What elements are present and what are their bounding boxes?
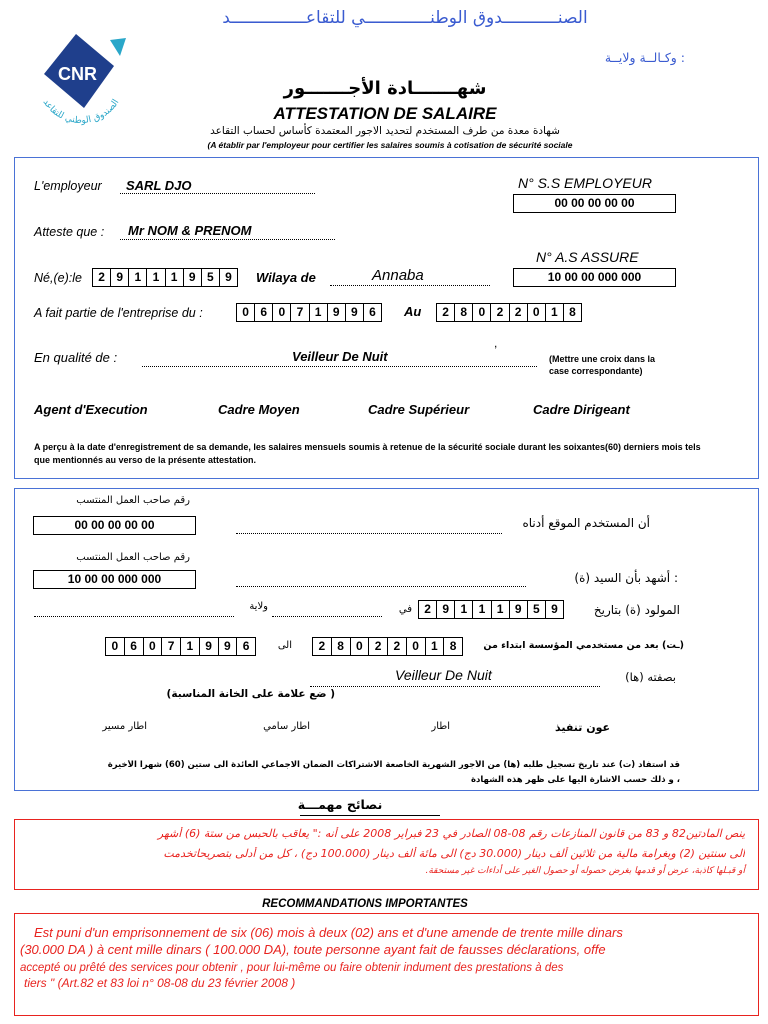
ar-certify-label: : أشهد بأن السيد (ة) [574,571,678,585]
ar-mark-note: ( ضع علامة على الخانة المناسبة) [166,688,335,700]
subtitle-arabic: شهادة معدة من طرف المستخدم لتحديد الاجور المعتمدة كأساس لحساب التقاعد [210,125,560,137]
advice-fr-line1: Est puni d'un emprisonnement de six (06) mois à deux (02) ans et d'une amende de trente mille dinars [34,925,623,940]
logo-arc-text: الصندوق الوطني للتقاعد [40,97,122,127]
employer-value[interactable]: SARL DJO [126,178,192,193]
from-date-field[interactable]: 0 6 0 7 1 9 9 6 [236,303,382,322]
ar-certify-dots [236,586,526,587]
ar-employer-num-label: رقم صاحب العمل المنتسب [76,495,190,506]
fr-statement: A perçu à la date d'enregistrement de sa demande, les salaires mensuels soumis à retenue de la sécurité sociale durant les soixantes(60) derniers mois tels que mentionnés au verso de la présente attestation. [34,442,701,465]
born-date-field[interactable]: 2 9 1 1 1 9 5 9 [92,268,238,287]
au-label: Au [404,304,422,319]
ar-from-date-field[interactable]: 2 8 0 2 2 0 1 8 [312,637,463,656]
advice-ar-title-underline [300,815,440,816]
ar-in-label: في [398,604,412,615]
ss-employer-label: N° S.S EMPLOYEUR [518,175,652,191]
fund-name-arabic: الصنـــــــــــدوق الوطنـــــــــــــي للتقاعـــــــــــــــد [222,8,588,28]
ss-employer-field[interactable]: 00 00 00 00 00 [513,194,676,213]
to-date-field[interactable]: 2 8 0 2 2 0 1 8 [436,303,582,322]
advice-ar-line2: الى سنتين (2) وبغرامة مالية من ثلاثين ألف دينار (30.000 دج) الى مائة ألف دينار (100.000 دج) ، كل من أدلى بتصريحاتخدمت [163,847,745,860]
wilaya-label: Wilaya de [256,270,316,285]
ar-to-date-field[interactable]: 0 6 0 7 1 9 9 6 [105,637,256,656]
wilaya-value[interactable]: Annaba [372,267,424,284]
ar-capacity-label: بصفته (ها) [625,670,676,684]
as-assure-field[interactable]: 10 00 00 000 000 [513,268,676,287]
advice-ar-title: نصائح مهمـــة [297,797,383,812]
ar-capacity-dots [310,686,600,687]
title-french: ATTESTATION DE SALAIRE [273,104,497,123]
ar-place-dots [34,616,234,617]
ar-category-cadre-dirigeant[interactable]: اطار مسير [102,721,147,732]
ar-undersigned-label: أن المستخدم الموقع أدناه [522,516,650,530]
advice-fr-line4: tiers " (Art.82 et 83 loi n° 08-08 du 23 février 2008 ) [24,976,296,990]
employer-dots [120,193,315,194]
ar-born-date-field[interactable]: 2 9 1 1 1 9 5 9 [418,600,564,619]
advice-ar-line1: ينص المادتين82 و 83 من قانون المنازعات رقم 08-08 الصادر في 23 فبراير 2008 على أنه :" يعاقب بالحبس من ستة (6) أشهر [157,827,745,840]
ar-employer-num-field[interactable]: 00 00 00 00 00 [33,516,196,535]
advice-fr-line2: (30.000 DA ) à cent mille dinars ( 100.000 DA), toute personne ayant fait de fausses déclarations, offe [20,942,606,957]
qualite-dots [142,366,537,367]
ar-category-cadre[interactable]: اطار [431,721,450,732]
as-assure-label: N° A.S ASSURE [536,249,639,265]
wilaya-dots [330,285,490,286]
fait-partie-label: A fait partie de l'entreprise du : [34,306,203,320]
qualite-value[interactable]: Veilleur De Nuit [292,349,388,364]
qualite-label: En qualité de : [34,350,118,365]
title-arabic: شهـــــــادة الأجـــــــور [283,78,487,99]
ar-to-label: الى [277,640,292,651]
logo-text: CNR [58,64,97,84]
subtitle-french: (A établir par l'employeur pour certifier les salaires soumis à cotisation de sécurité sociale [207,140,573,150]
ar-born-label: المولود (ة) بتاريخ [593,603,680,617]
ar-wilaya-label: ولاية [249,601,268,612]
agency-label: : وكـالــة ولايــة [604,50,685,65]
ar-insured-num-label: رقم صاحب العمل المنتسب [76,552,190,563]
atteste-dots [120,239,335,240]
category-cadre-moyen[interactable]: Cadre Moyen [218,402,300,417]
born-label: Né,(e):le [34,271,82,285]
category-cadre-superieur[interactable]: Cadre Supérieur [368,402,470,417]
cross-note: (Mettre une croix dans la case correspondante) [549,354,656,376]
advice-ar-line3: أو قبـلها كاذبة، عرض أو قدمها بغرض حصوله أو حصول الغير على أداءات غير مستحقة. [425,866,745,876]
ar-wilaya-dots [272,616,382,617]
advice-fr-title: RECOMMANDATIONS IMPORTANTES [262,898,468,910]
ar-from-label: (ـت) بعد من مستخدمي المؤسسة ابتداء من [483,640,684,651]
cnr-logo [26,30,136,130]
employer-label: L'employeur [34,179,102,193]
atteste-label: Atteste que : [34,225,105,239]
ar-statement-line1: قد استفاد (ت) عند تاريخ تسجيل طلبه (ها) من الأجور الشهرية الخاصعة الاشتراكات الضمان الاجماعي العائدة الى ستين (60) شهرا الأخيرة [107,760,680,770]
ar-undersigned-dots [236,533,502,534]
advice-fr-line3: accepté ou prêté des services pour obtenir , pour lui-même ou faire obtenir indument des prestations à des [20,962,564,974]
category-agent-execution[interactable]: Agent d'Execution [34,402,148,417]
atteste-value[interactable]: Mr NOM & PRENOM [128,223,252,238]
category-cadre-dirigeant[interactable]: Cadre Dirigeant [533,402,630,417]
ar-statement-line2: ، و ذلك حسب الاشارة اليها على ظهر هذه الشهادة [470,775,680,785]
ar-category-agent[interactable]: عون تنفيذ [554,721,610,734]
ar-capacity-value[interactable]: Veilleur De Nuit [395,667,492,683]
ar-category-cadre-superieur[interactable]: اطار سامي [263,721,310,732]
ar-insured-num-field[interactable]: 10 00 00 000 000 [33,570,196,589]
qualite-comma: , [494,336,498,350]
